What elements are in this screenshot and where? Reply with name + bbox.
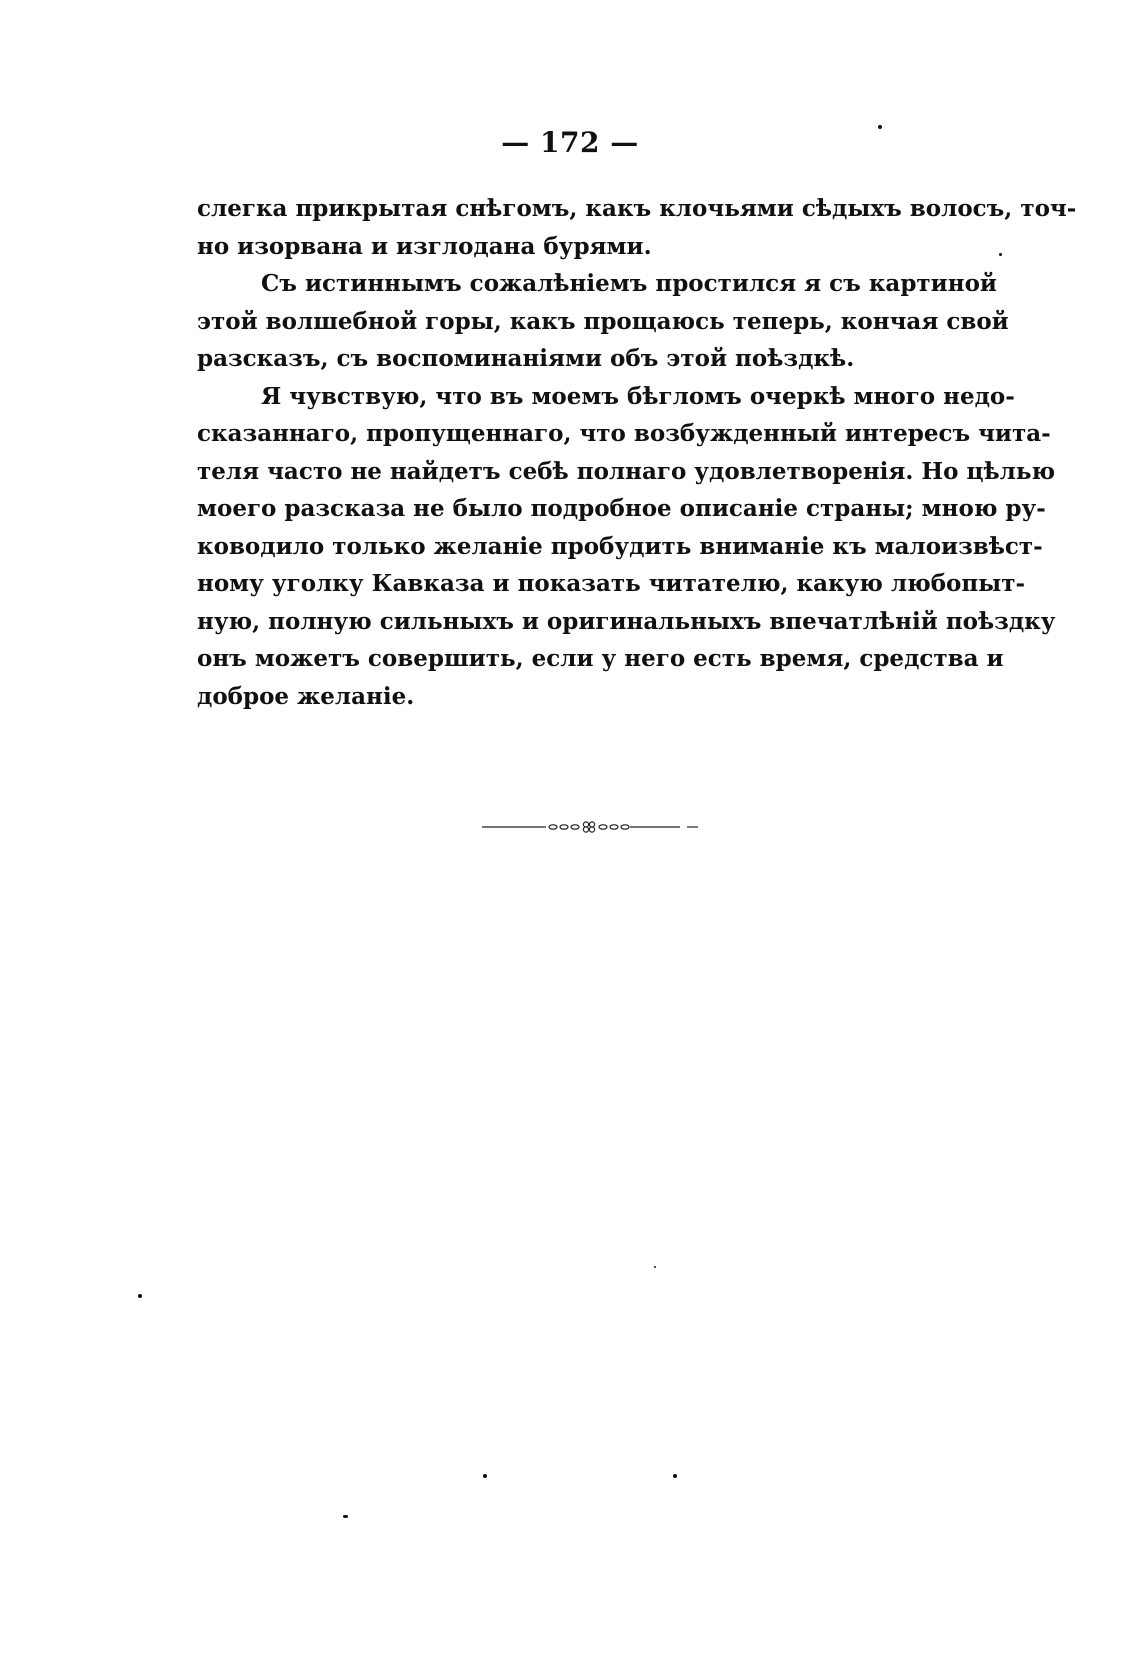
print-speck <box>673 1474 677 1478</box>
page-number: — 172 — <box>501 126 639 159</box>
text-line: Съ истиннымъ сожалѣніемъ простился я съ картиной <box>261 270 997 297</box>
text-line: сказаннаго, пропущеннаго, что возбужденный интересъ чита- <box>197 420 1051 447</box>
text-line: но изорвана и изглодана бурями. <box>197 232 652 260</box>
paragraph-1 <box>197 190 1077 265</box>
body-text <box>197 190 1077 715</box>
text-line: онъ можетъ совершить, если у него есть время, средства и <box>197 645 1004 672</box>
print-speck <box>999 253 1002 256</box>
text-line: доброе желаніе. <box>197 682 415 710</box>
paragraph-2 <box>197 265 1009 378</box>
text-line: разсказъ, съ воспоминаніями объ этой поѣздкѣ. <box>197 345 855 372</box>
text-line: этой волшебной горы, какъ прощаюсь теперь, кончая свой <box>197 307 1009 335</box>
text-line: слегка прикрытая снѣгомъ, какъ клочьями сѣдыхъ волосъ, точ- <box>197 195 1077 222</box>
text-line: ную, полную сильныхъ и оригинальныхъ впечатлѣній поѣздку <box>197 607 1056 635</box>
print-speck <box>343 1515 348 1518</box>
print-speck <box>654 1266 656 1268</box>
text-line: ководило только желаніе пробудить вниманіе къ малоизвѣст- <box>197 532 1043 560</box>
print-speck <box>878 125 882 129</box>
print-speck <box>483 1474 487 1478</box>
text-line: Я чувствую, что въ моемъ бѣгломъ очеркѣ много недо- <box>261 382 1015 410</box>
text-line: ному уголку Кавказа и показать читателю, какую любопыт- <box>197 570 1026 597</box>
ornamental-divider <box>480 820 700 834</box>
text-line: теля часто не найдетъ себѣ полнаго удовлетворенія. Но цѣлью <box>197 457 1056 485</box>
text-line: моего разсказа не было подробное описаніе страны; мною ру- <box>197 495 1046 522</box>
paragraph-3 <box>197 378 1056 716</box>
print-speck <box>138 1294 142 1298</box>
